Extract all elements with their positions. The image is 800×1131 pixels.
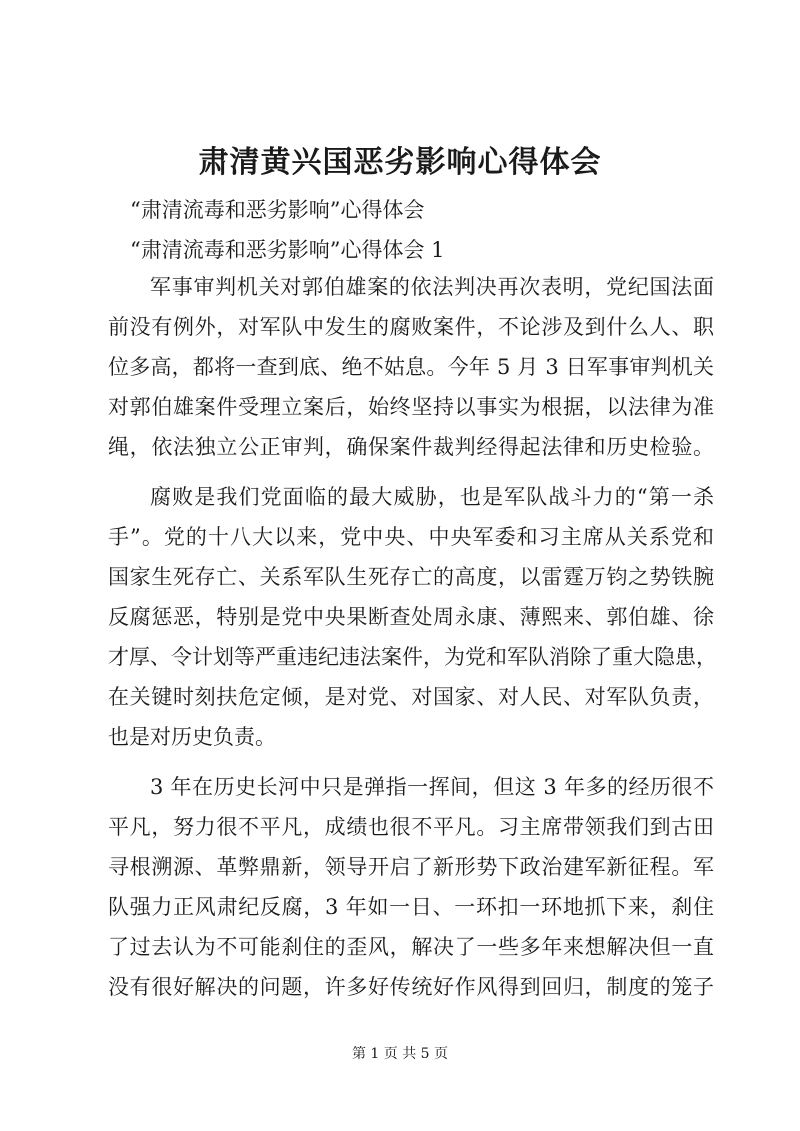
page-indicator: 第 1 页 共 5 页: [351, 1046, 449, 1062]
paragraph-line: 平凡，努力很不平凡，成绩也很不平凡。习主席带领我们到古田: [108, 815, 714, 839]
paragraph-line: 腐败是我们党面临的最大威胁，也是军队战斗力的“第一杀: [150, 485, 714, 509]
subtitle-line: “肃清流毒和恶劣影响”心得体会 1: [130, 238, 445, 262]
paragraph-line: 寻根溯源、革弊鼎新，领导开启了新形势下政治建军新征程。军: [108, 855, 714, 879]
paragraph-line: 反腐惩恶，特别是党中央果断查处周永康、薄熙来、郭伯雄、徐: [108, 605, 714, 629]
paragraph-line: 位多高，都将一查到底、绝不姑息。今年 5 月 3 日军事审判机关: [108, 355, 714, 379]
paragraph-line: 绳，依法独立公正审判，确保案件裁判经得起法律和历史检验。: [108, 435, 714, 459]
paragraph-line: 了过去认为不可能刹住的歪风，解决了一些多年来想解决但一直: [108, 935, 714, 959]
paragraph-line: 没有很好解决的问题，许多好传统好作风得到回归，制度的笼子: [108, 975, 714, 999]
paragraph-line: 在关键时刻扶危定倾，是对党、对国家、对人民、对军队负责，: [108, 685, 714, 709]
paragraph-line: 对郭伯雄案件受理立案后，始终坚持以事实为根据，以法律为准: [108, 395, 714, 419]
paragraph-line: 才厚、令计划等严重违纪违法案件，为党和军队消除了重大隐患，: [108, 645, 717, 669]
paragraph-line: 也是对历史负责。: [108, 725, 276, 749]
paragraph-line: 国家生死存亡、关系军队生死存亡的高度，以雷霆万钧之势铁腕: [108, 565, 714, 589]
paragraph-line: 3 年在历史长河中只是弹指一挥间，但这 3 年多的经历很不: [150, 775, 714, 799]
paragraph-line: 军事审判机关对郭伯雄案的依法判决再次表明，党纪国法面: [150, 275, 714, 299]
document-title: 肃清黄兴国恶劣影响心得体会: [198, 145, 602, 180]
paragraph-line: 队强力正风肃纪反腐，3 年如一日、一环扣一环地抓下来，刹住: [108, 895, 714, 919]
paragraph-line: 前没有例外，对军队中发生的腐败案件，不论涉及到什么人、职: [108, 315, 714, 339]
paragraph-line: 手”。党的十八大以来，党中央、中央军委和习主席从关系党和: [108, 525, 714, 549]
subtitle-line: “肃清流毒和恶劣影响”心得体会: [130, 198, 425, 222]
